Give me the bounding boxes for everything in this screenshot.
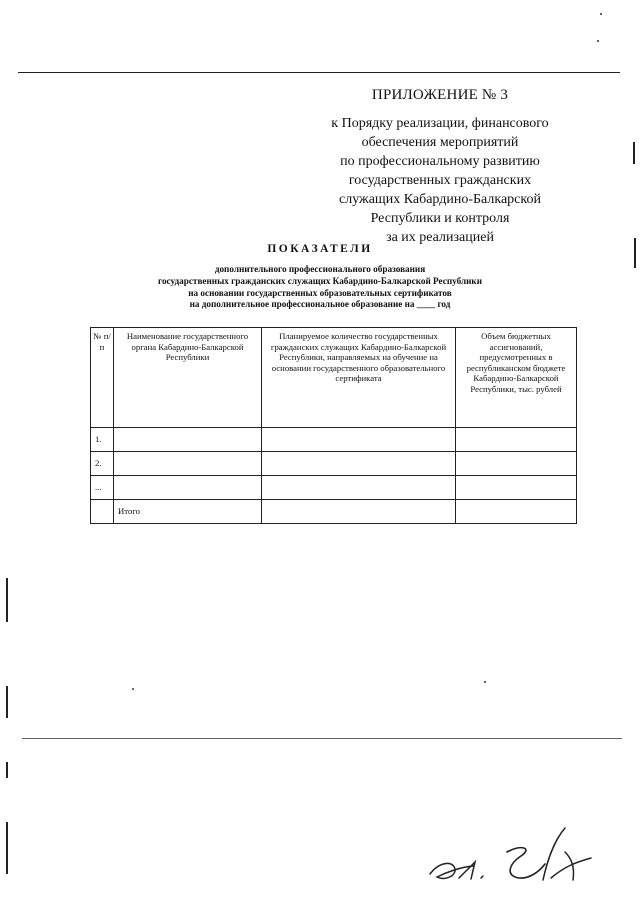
appendix-block	[290, 86, 590, 247]
row-num: 2.	[91, 452, 114, 476]
subtitle-line: на основании государственных образовательных сертификатов	[188, 287, 452, 298]
row-num: 1.	[91, 428, 114, 452]
row-budget	[456, 428, 577, 452]
row-employees	[262, 452, 456, 476]
table-header-row	[91, 328, 577, 428]
table-row	[91, 476, 577, 500]
signature	[425, 822, 600, 892]
table-row-total	[91, 500, 577, 524]
scan-dot	[600, 13, 602, 15]
row-employees	[262, 428, 456, 452]
header-budget: Объем бюджетных ассигнований, предусмотренных в республиканском бюджете Кабардино-Балкарской Республики, тыс. рублей	[456, 328, 577, 428]
row-budget	[456, 452, 577, 476]
appendix-line: по профессиональному развитию	[340, 154, 540, 169]
appendix-line: обеспечения мероприятий	[361, 135, 519, 150]
scan-line-left-1	[6, 578, 8, 622]
indicators-subtitle	[0, 264, 640, 311]
scan-line-right-upper	[633, 142, 635, 164]
row-name	[114, 452, 262, 476]
scan-line-bottom	[22, 738, 622, 739]
scan-dot	[132, 688, 134, 690]
row-num	[91, 500, 114, 524]
row-budget	[456, 500, 577, 524]
scan-dot	[597, 40, 599, 42]
scan-line-left-4	[6, 822, 8, 874]
appendix-line: служащих Кабардино-Балкарской	[339, 192, 541, 207]
total-label: Итого	[114, 500, 262, 524]
scan-line-left-2	[6, 686, 8, 718]
table-row	[91, 452, 577, 476]
row-num: ...	[91, 476, 114, 500]
scan-dot	[484, 681, 486, 683]
appendix-line: к Порядку реализации, финансового	[331, 116, 549, 131]
header-agency: Наименование государственного органа Кабардино-Балкарской Республики	[114, 328, 262, 428]
row-name	[114, 476, 262, 500]
scan-line-top	[18, 72, 620, 73]
row-employees	[262, 500, 456, 524]
row-name	[114, 428, 262, 452]
subtitle-line: на дополнительное профессиональное образование на ____ год	[189, 299, 451, 310]
row-employees	[262, 476, 456, 500]
subtitle-line: дополнительного профессионального образования	[214, 264, 426, 274]
appendix-title: ПРИЛОЖЕНИЕ № 3	[371, 87, 509, 103]
subtitle-line: государственных гражданских служащих Кабардино-Балкарской Республики	[158, 275, 482, 286]
row-budget	[456, 476, 577, 500]
table-row	[91, 428, 577, 452]
appendix-line: государственных гражданских	[348, 173, 532, 188]
header-num: № п/п	[91, 328, 114, 428]
appendix-line: за их реализацией	[386, 230, 494, 245]
indicators-title: ПОКАЗАТЕЛИ	[267, 243, 373, 255]
header-employees: Планируемое количество государственных гражданских служащих Кабардино-Балкарской Республики, направляемых на обучение на основании государственного образовательного сертификата	[262, 328, 456, 428]
scan-line-left-3	[6, 762, 8, 778]
indicators-table	[90, 327, 577, 524]
appendix-line: Республики и контроля	[370, 211, 510, 226]
